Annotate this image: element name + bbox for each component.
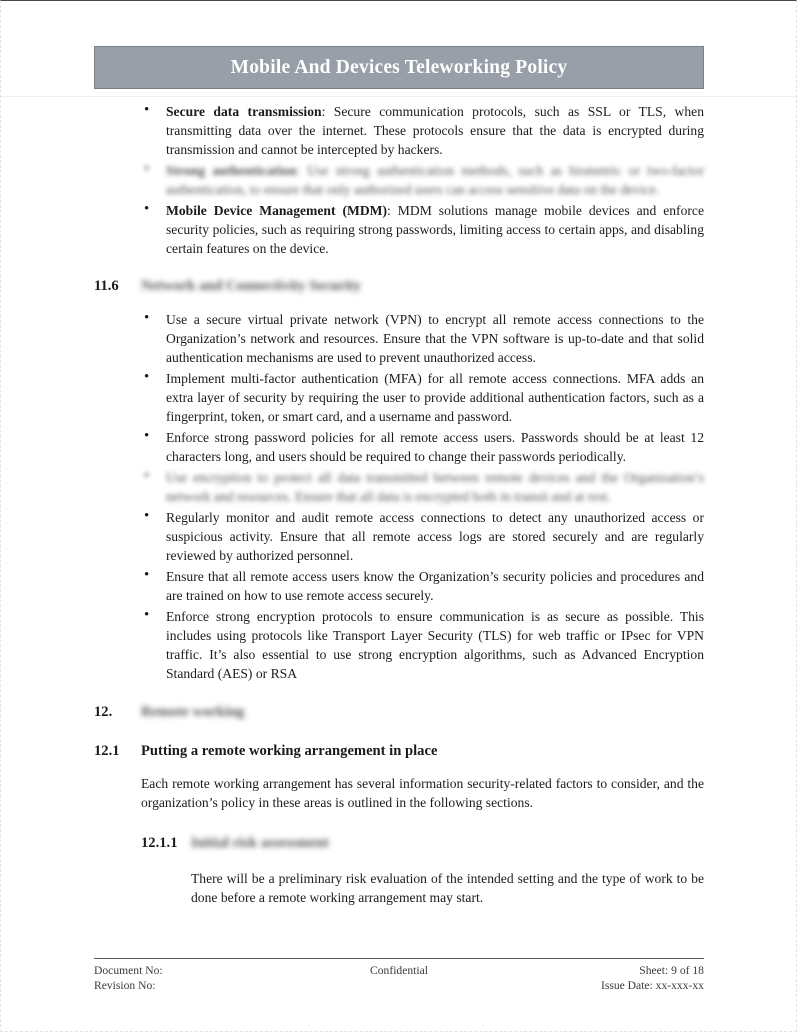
bullet-label: Mobile Device Management (MDM) — [166, 203, 388, 218]
page-title: Mobile And Devices Teleworking Policy — [230, 56, 568, 78]
document-body — [94, 102, 704, 907]
section-heading-11-6 — [94, 277, 704, 296]
paragraph-arrangement: Each remote working arrangement has several information security-related factors to consider, and the organization’s policy in these areas is outlined in the following sections. — [141, 776, 704, 810]
bullet-password-policy: • Enforce strong password policies for all remote access users. Passwords should be at least 12 characters long, and users should be required to change their passwords periodically. — [144, 428, 704, 466]
bullet-text: : Secure communication protocols, such as SSL or TLS, when transmitting data over the internet. These protocols ensure that the data is encrypted during transmission and cannot be intercepted by hackers. — [166, 104, 704, 157]
section-heading-12 — [94, 703, 704, 722]
section-title-redacted: Network and Connectivity Security — [141, 278, 362, 294]
bullet-encryption-protocols: • Enforce strong encryption protocols to ensure communication is as secure as possible. This includes using protocols like Transport Layer Security (TLS) for web traffic or IPsec for VPN traffic. It’s also essential to use strong encryption algorithms, such as Advanced Encryption Standard (AES) or RSA — [144, 607, 704, 683]
bullet-mobile-device-management — [144, 201, 704, 258]
section-number: 11.6 — [94, 278, 119, 294]
revision-no-label: Revision No: — [94, 979, 156, 992]
section-heading-12-1-1 — [141, 834, 704, 853]
bullet-monitor-audit: • Regularly monitor and audit remote access connections to detect any unauthorized access or suspicious activity. Ensure that all remote access logs are stored securely and are regularly reviewed by authorized personnel. — [144, 508, 704, 565]
section-title: Putting a remote working arrangement in place — [141, 743, 438, 759]
issue-date-label: Issue Date: xx-xxx-xx — [600, 979, 704, 992]
footer-right — [501, 963, 704, 993]
section-title-redacted: Initial risk assessment — [191, 835, 329, 851]
confidential-label: Confidential — [370, 964, 428, 977]
bullet-user-training: • Ensure that all remote access users know the Organization’s security policies and procedures and are trained on how to use remote access securely. — [144, 567, 704, 605]
bullet-text: : Use strong authentication methods, such as biometric or two-factor authentication, to ensure that only authorized users can access sensitive data on the device. — [166, 163, 704, 197]
footer-left — [94, 963, 297, 993]
bullet-mfa: • Implement multi-factor authentication (MFA) for all remote access connections. MFA adds an extra layer of security by requiring the user to provide additional authentication factors, such as a fingerprint, token, or smart card, and a username and password. — [144, 369, 704, 426]
header-banner — [94, 46, 704, 89]
section-number: 12.1 — [94, 743, 120, 759]
bullet-label: Strong authentication — [166, 163, 297, 178]
bullet-vpn: • Use a secure virtual private network (VPN) to encrypt all remote access connections to the Organization’s network and resources. Ensure that the VPN software is up-to-date and that solid authentication mechanisms are used to prevent unauthorized access. — [144, 310, 704, 367]
paragraph-risk-assessment: There will be a preliminary risk evaluation of the intended setting and the type of work to be done before a remote working arrangement may start. — [191, 871, 704, 905]
bullet-text: : MDM solutions manage mobile devices and enforce security policies, such as requiring strong passwords, limiting access to certain apps, and disabling certain features on the device. — [166, 203, 704, 256]
bullet-label: Secure data transmission — [166, 104, 322, 119]
sheet-label: Sheet: 9 of 18 — [639, 964, 704, 977]
page-footer — [94, 958, 704, 993]
intro-bullet-list — [144, 102, 704, 258]
network-security-bullet-list — [144, 310, 704, 683]
section-number: 12. — [94, 704, 113, 720]
document-no-label: Document No: — [94, 964, 163, 977]
bullet-strong-authentication-redacted — [144, 161, 704, 199]
section-number: 12.1.1 — [141, 835, 178, 851]
bullet-secure-data-transmission — [144, 102, 704, 159]
banner-divider — [1, 96, 796, 97]
bullet-encryption-redacted: • Use encryption to protect all data transmitted between remote devices and the Organization’s network and resources. Ensure that all data is encrypted both in transit and at rest. — [144, 468, 704, 506]
section-heading-12-1 — [94, 742, 704, 761]
footer-center — [297, 963, 500, 993]
section-title-redacted: Remote working — [141, 704, 245, 720]
